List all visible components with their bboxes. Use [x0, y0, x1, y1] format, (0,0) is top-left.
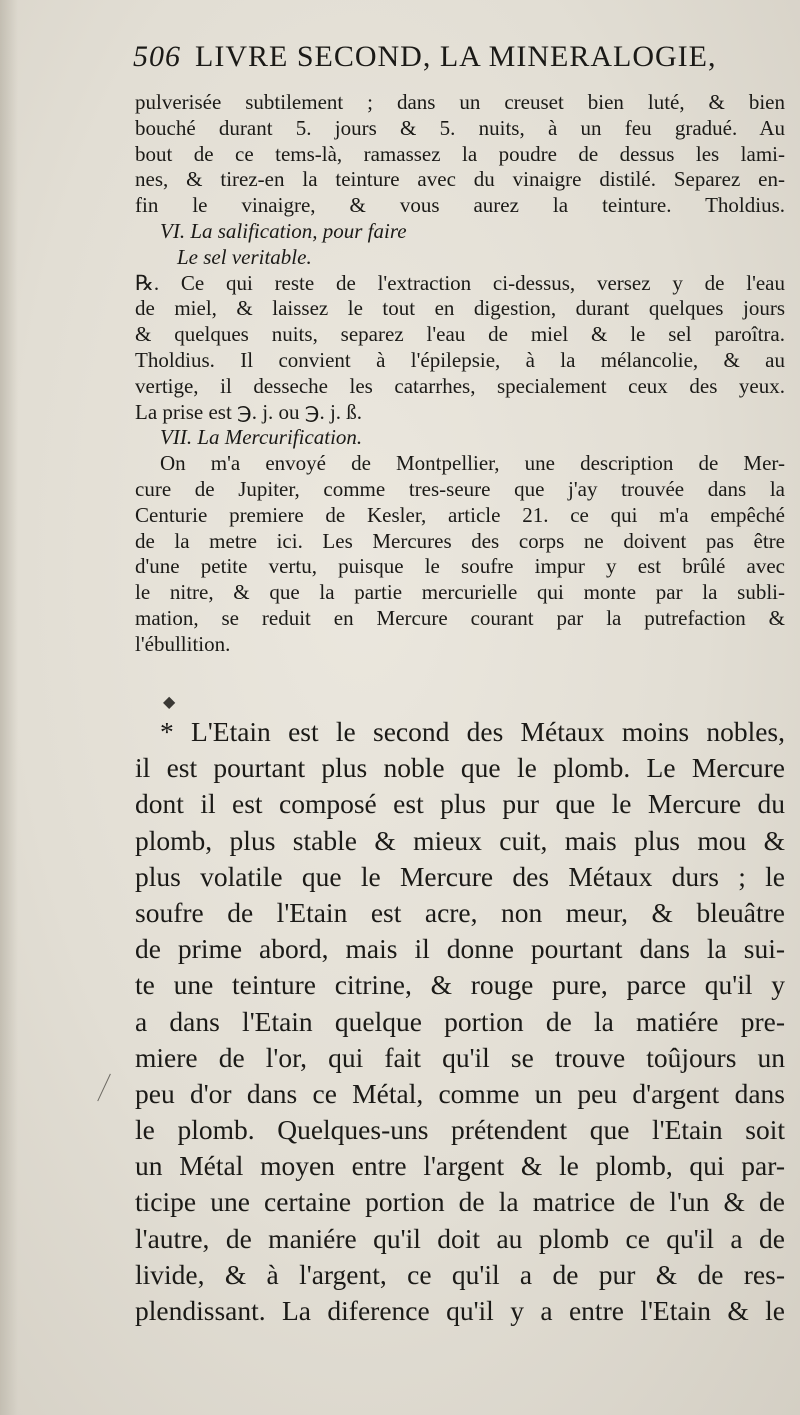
text-line: soufre de l'Etain est acre, non meur, & bleuâtre: [135, 896, 785, 928]
text-line: ℞. Ce qui reste de l'extraction ci-dessus, versez y de l'eau: [135, 270, 785, 295]
text-line: pulverisée subtilement ; dans un creuset bien luté, & bien: [135, 90, 785, 114]
upper-text-block: [135, 90, 785, 658]
text-line: de la metre ici. Les Mercures des corps ne doivent pas être: [135, 528, 785, 553]
running-head: LIVRE SECOND, LA MINERALOGIE,: [195, 40, 717, 73]
page-header: [133, 40, 773, 90]
text-line: ticipe une certaine portion de la matrice de l'un & de: [135, 1186, 785, 1218]
gutter-shadow: [0, 0, 18, 1415]
printer-ornament: ◆: [163, 694, 176, 711]
text-line: nes, & tirez-en la teinture avec du vinaigre distilé. Separez en-: [135, 167, 785, 192]
text-line: bout de ce tems-là, ramassez la poudre de dessus les lami-: [135, 141, 785, 166]
recipe-heading: VII. La Mercurification.: [160, 425, 363, 450]
recipe-heading: VI. La salification, pour faire: [160, 218, 407, 243]
text-line: Centurie premiere de Kesler, article 21. ce qui m'a empêché: [135, 502, 785, 527]
text-line: bouché durant 5. jours & 5. nuits, à un feu gradué. Au: [135, 115, 785, 140]
text-line: mation, se reduit en Mercure courant par la putrefaction &: [135, 605, 785, 630]
text-line: a dans l'Etain quelque portion de la matiére pre-: [135, 1005, 785, 1037]
text-line: Tholdius. Il convient à l'épilepsie, à la mélancolie, & au: [135, 347, 785, 372]
text-line: & quelques nuits, separez l'eau de miel & le sel paroîtra.: [135, 322, 785, 347]
text-line: vertige, il desseche les catarrhes, specialement ceux des yeux.: [135, 373, 785, 398]
text-line: de prime abord, mais il donne pourtant dans la sui-: [135, 933, 785, 965]
page-number: 506: [133, 40, 181, 73]
text-line: il est pourtant plus noble que le plomb. Le Mercure: [135, 752, 785, 784]
text-line: l'ébullition.: [135, 631, 231, 656]
text-line: peu d'or dans ce Métal, comme un peu d'argent dans: [135, 1077, 785, 1109]
text-line: livide, & à l'argent, ce qu'il a de pur & de res-: [135, 1258, 785, 1290]
text-line: plendissant. La diference qu'il y a entre l'Etain & le: [135, 1295, 785, 1326]
text-line: plomb, plus stable & mieux cuit, mais plus mou &: [135, 824, 785, 856]
text-line: miere de l'or, qui fait qu'il se trouve toûjours un: [135, 1041, 785, 1073]
text-line: dont il est composé est plus pur que le Mercure du: [135, 788, 785, 820]
text-line: de miel, & laissez le tout en digestion, durant quelques jours: [135, 296, 785, 321]
margin-pen-mark: [97, 1074, 121, 1107]
text-line: On m'a envoyé de Montpellier, une description de Mer-: [160, 451, 785, 476]
text-line: * L'Etain est le second des Métaux moins nobles,: [160, 716, 785, 747]
text-line: le nitre, & que la partie mercurielle qui monte par la subli-: [135, 580, 785, 605]
text-line: te une teinture citrine, & rouge pure, parce qu'il y: [135, 969, 785, 1001]
text-line: un Métal moyen entre l'argent & le plomb, qui par-: [135, 1150, 785, 1182]
text-line: l'autre, de maniére qu'il doit au plomb ce qu'il a de: [135, 1222, 785, 1254]
text-line: La prise est ℈. j. ou ℈. j. ß.: [135, 399, 363, 424]
lower-text-block: [135, 714, 785, 1329]
text-line: cure de Jupiter, comme tres-seure que j'ay trouvée dans la: [135, 476, 785, 501]
text-line: plus volatile que le Mercure des Métaux durs ; le: [135, 860, 785, 892]
text-line: le plomb. Quelques-uns prétendent que l'Etain soit: [135, 1114, 785, 1146]
text-line: fin le vinaigre, & vous aurez la teinture. Tholdius.: [135, 193, 785, 218]
recipe-heading: Le sel veritable.: [177, 244, 312, 269]
text-line: d'une petite vertu, puisque le soufre impur y est brûlé avec: [135, 554, 785, 579]
